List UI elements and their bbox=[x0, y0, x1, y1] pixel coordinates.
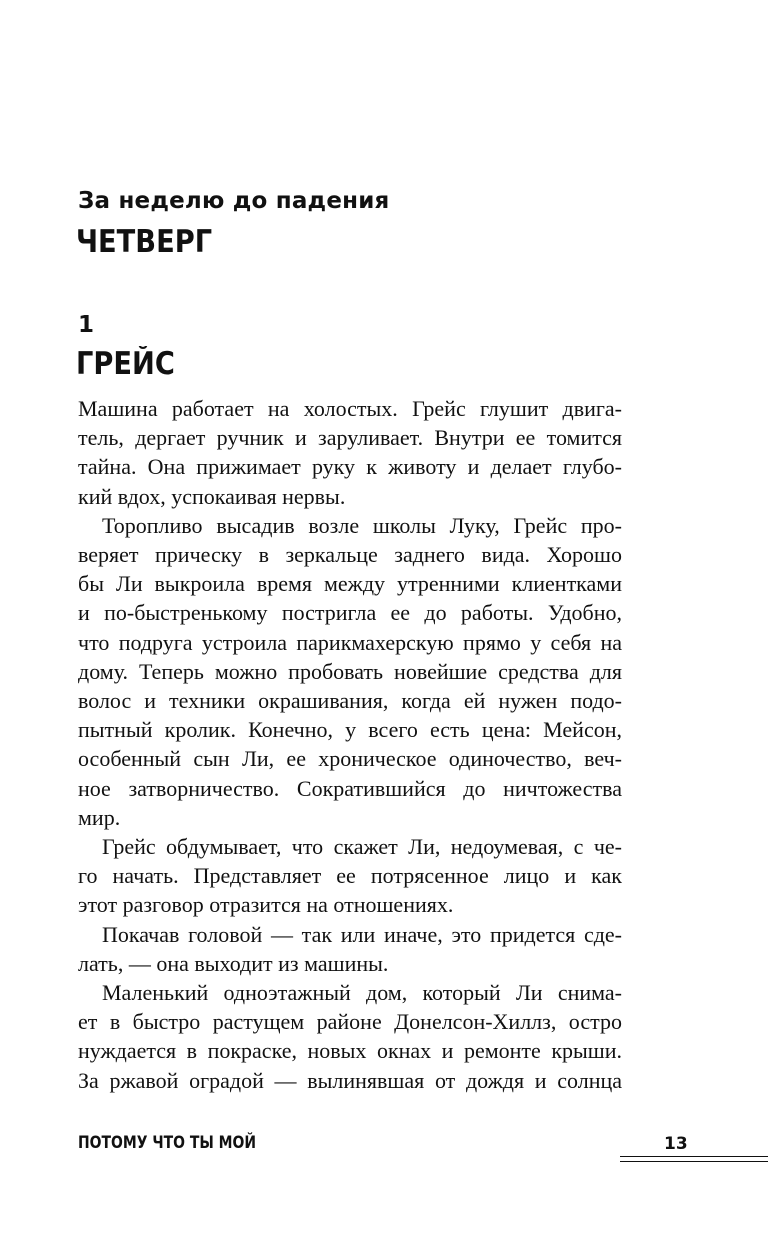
text-line: мир. bbox=[78, 804, 121, 830]
body-text bbox=[78, 394, 622, 1095]
text-line: Торопливо высадив возле школы Луку, Грейс про- bbox=[102, 512, 622, 538]
footer-rule bbox=[620, 1156, 768, 1162]
text-line: тель, дергает ручник и заруливает. Внутри ее томится bbox=[78, 425, 622, 451]
footer-book-title: ПОТОМУ ЧТО ТЫ МОЙ bbox=[78, 1133, 257, 1153]
text-line: нуждается в покраске, новых окнах и ремонте крыши. bbox=[78, 1038, 622, 1064]
text-line: го начать. Представляет ее потрясенное лицо и как bbox=[78, 863, 622, 889]
text-line: Маленький одноэтажный дом, который Ли снима- bbox=[102, 980, 622, 1006]
text-line: ное затворничество. Сократившийся до ничтожества bbox=[78, 775, 622, 801]
chapter-number: 1 bbox=[78, 312, 95, 338]
text-line: веряет прическу в зеркальце заднего вида. Хорошо bbox=[78, 542, 622, 568]
text-line: Грейс обдумывает, что скажет Ли, недоумевая, с че- bbox=[102, 834, 622, 860]
section-subtitle: За неделю до падения bbox=[78, 188, 390, 214]
text-line: бы Ли выкроила время между утренними клиентками bbox=[78, 571, 622, 597]
text-line: дому. Теперь можно пробовать новейшие средства для bbox=[78, 658, 622, 684]
text-line: Машина работает на холостых. Грейс глушит двига- bbox=[78, 396, 622, 421]
chapter-title: ГРЕЙС bbox=[76, 346, 175, 382]
text-line: и по-быстренькому постригла ее до работы. Удобно, bbox=[78, 600, 622, 626]
text-line: особенный сын Ли, ее хроническое одиночество, веч- bbox=[78, 746, 622, 772]
page-number: 13 bbox=[664, 1134, 688, 1154]
text-line: этот разговор отразится на отношениях. bbox=[78, 892, 454, 918]
text-line: Покачав головой — так или иначе, это придется сде- bbox=[102, 921, 622, 947]
text-line: тайна. Она прижимает руку к животу и делает глубо- bbox=[78, 454, 622, 480]
section-title: ЧЕТВЕРГ bbox=[76, 224, 213, 260]
text-line: ет в быстро растущем районе Донелсон-Хиллз, остро bbox=[78, 1009, 622, 1035]
text-line: пытный кролик. Конечно, у всего есть цена: Мейсон, bbox=[78, 717, 622, 743]
text-line: что подруга устроила парикмахерскую прямо у себя на bbox=[78, 629, 622, 655]
text-line: кий вдох, успокаивая нервы. bbox=[78, 483, 346, 509]
text-line: волос и техники окрашивания, когда ей нужен подо- bbox=[78, 688, 622, 714]
text-line: За ржавой оградой — вылинявшая от дождя и солнца bbox=[78, 1067, 622, 1093]
text-line: лать, — она выходит из машины. bbox=[78, 950, 389, 976]
